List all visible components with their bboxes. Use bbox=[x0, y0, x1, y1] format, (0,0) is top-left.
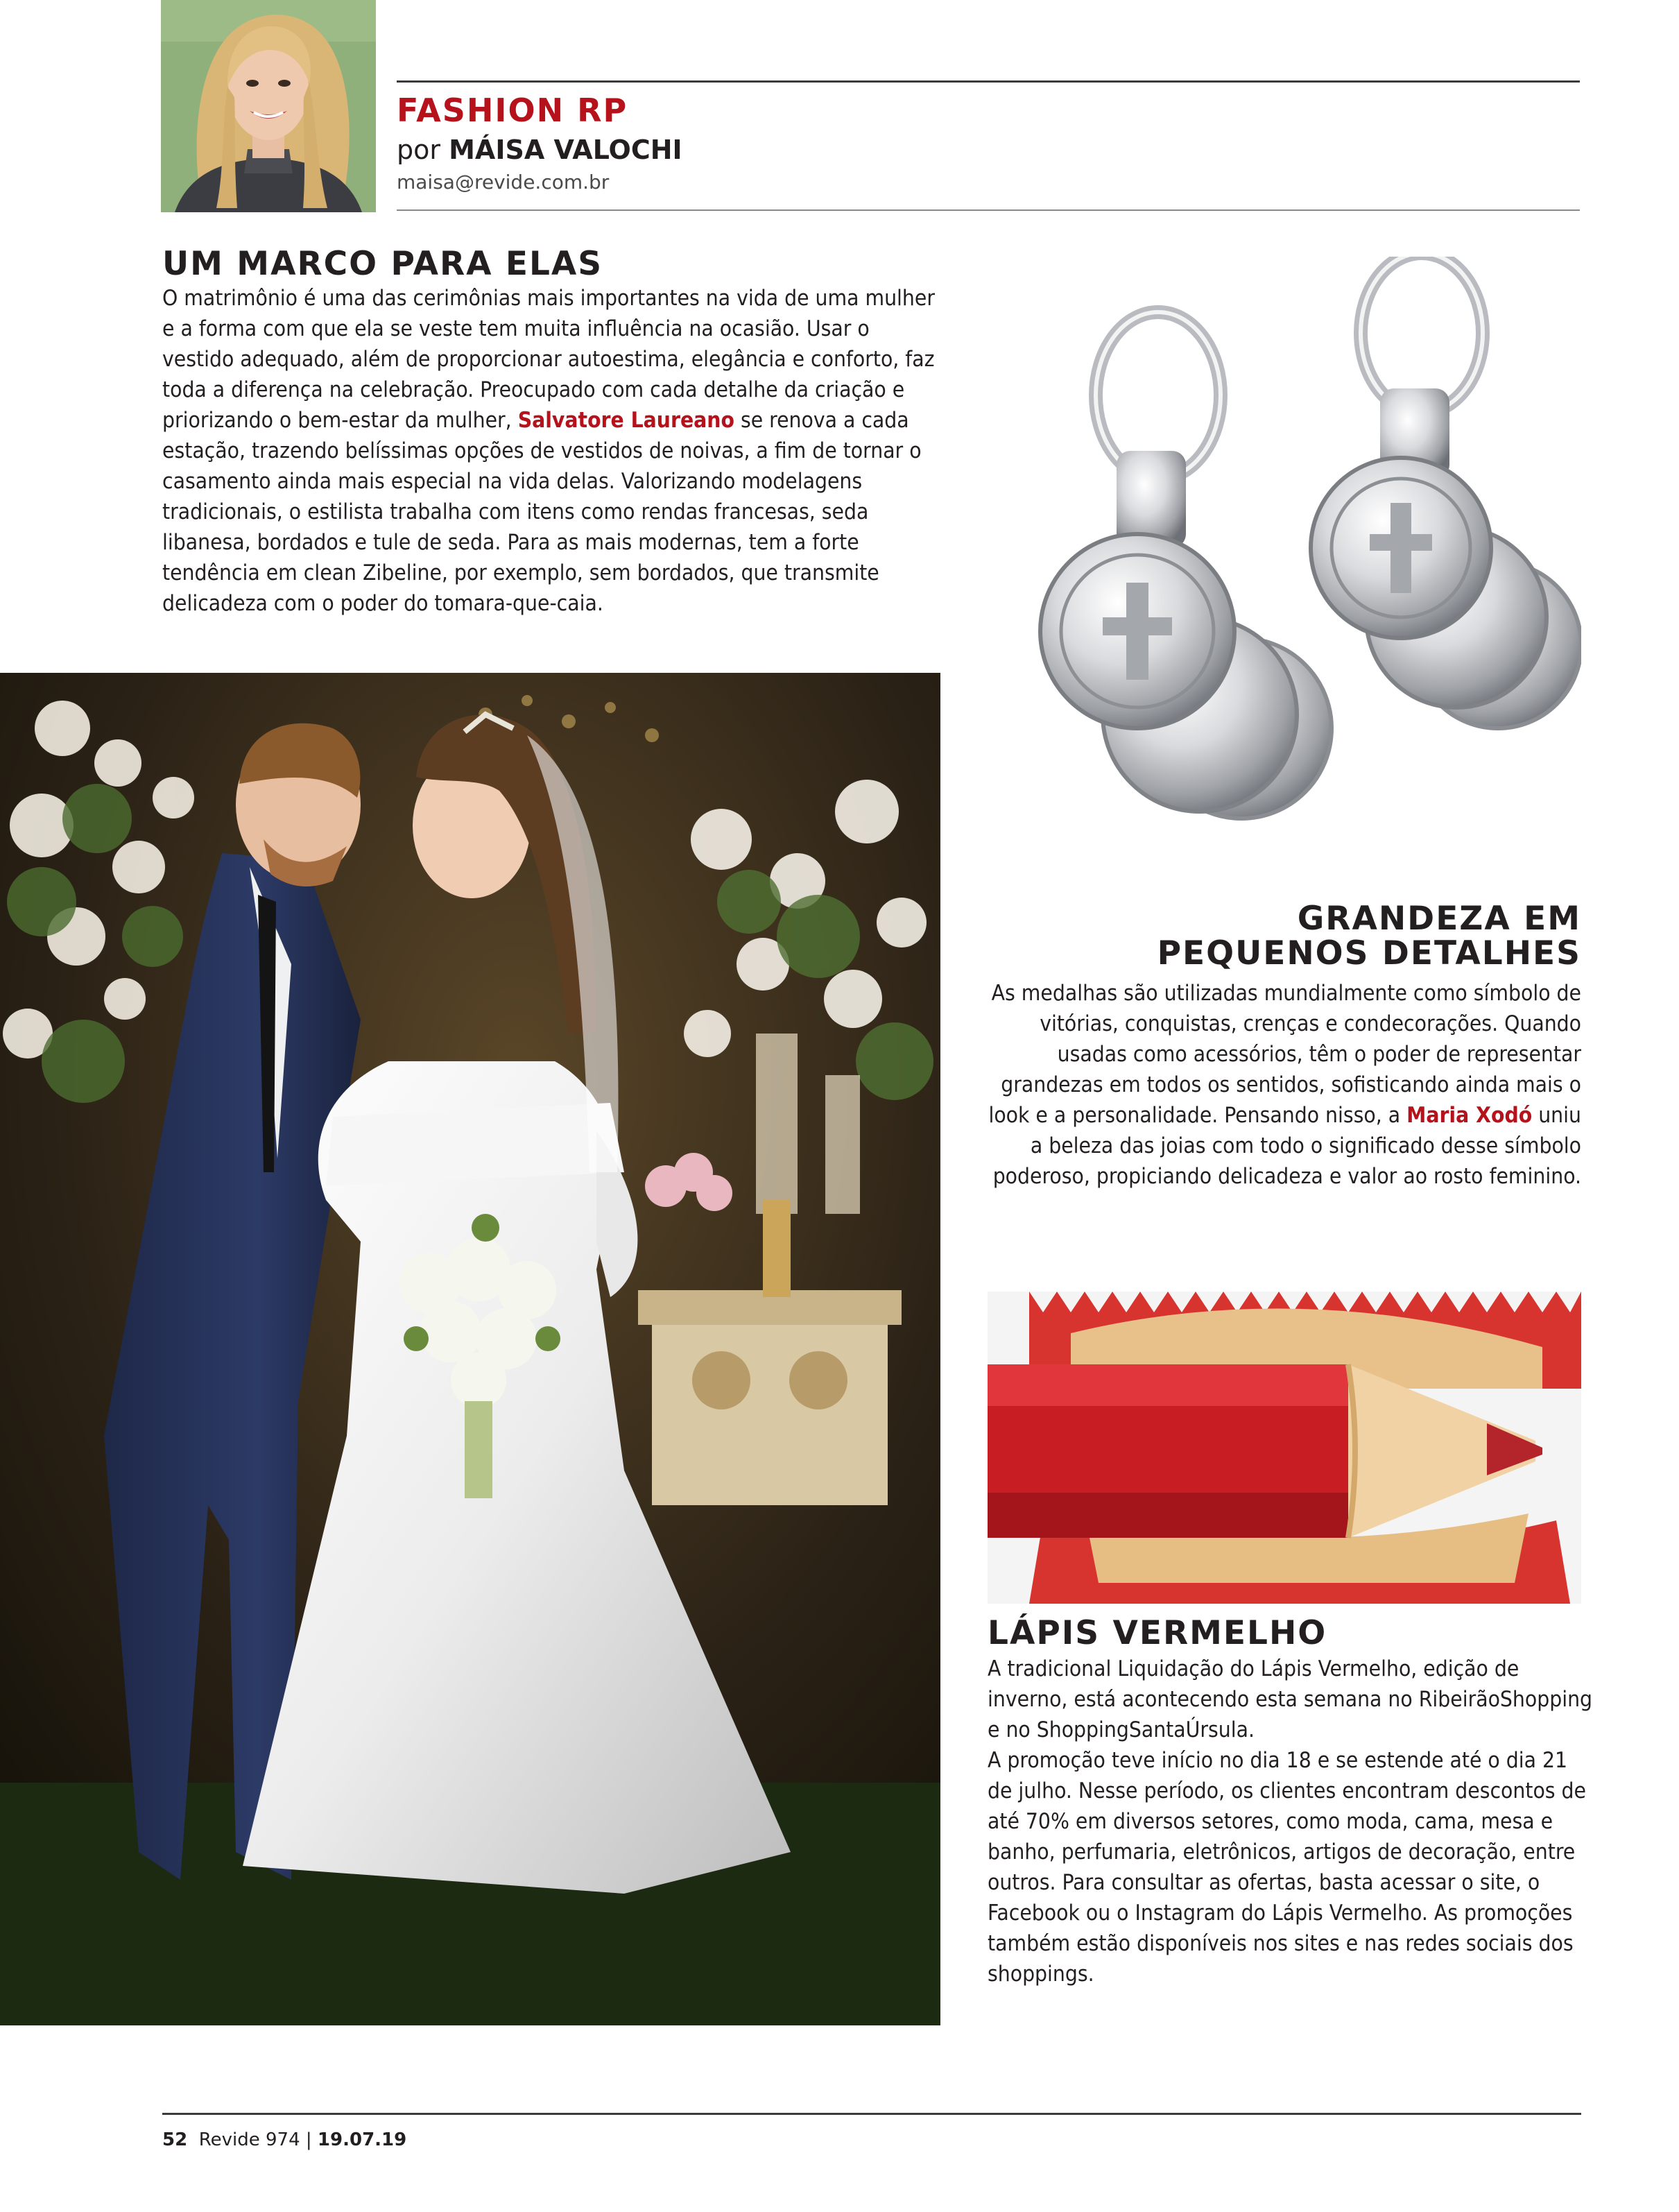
header-bottom-rule bbox=[397, 209, 1580, 211]
footer-rule bbox=[162, 2113, 1581, 2115]
article-heading-red-pencil: LÁPIS VERMELHO bbox=[988, 1614, 1327, 1652]
article-body-medals bbox=[971, 978, 1581, 1192]
article-heading-wedding: UM MARCO PARA ELAS bbox=[162, 245, 603, 283]
heading-line: GRANDEZA EM bbox=[1297, 900, 1581, 938]
paragraph: A promoção teve início no dia 18 e se estende até o dia 21 de julho. Nesse período, os clientes encontram descontos de até 70% em diversos setores, como moda, cama, mesa e banho, perfumaria, eletrônicos, artigos de decoração, entre outros. Para consultar as ofertas, basta acessar o site, o Facebook ou o Instagram do Lápis Vermelho. As promoções também estão disponíveis nos sites e nas redes sociais dos shoppings. bbox=[988, 1748, 1586, 1987]
paragraph: A tradicional Liquidação do Lápis Vermelho, edição de inverno, está acontecendo esta semana no RibeirãoShopping e no ShoppingSantaÚrsula. bbox=[988, 1656, 1593, 1742]
silver-medal-earrings bbox=[1013, 257, 1581, 895]
byline-prefix: por bbox=[397, 135, 440, 165]
article-text-part: se renova a cada estação, trazendo belíssimas opções de vestidos de noivas, a fim de tornar o casamento ainda mais especial na vida delas. Valorizando modelagens tradicionais, o estilista trabalha com itens como rendas francesas, seda libanesa, bordados e tule de seda. Para as mais modernas, tem a forte tendência em clean Zibeline, por exemplo, sem bordados, que transmite delicadeza com o poder do tomara-que-caia. bbox=[162, 408, 922, 616]
brand-name: Maria Xodó bbox=[1406, 1103, 1533, 1128]
footer-separator: | bbox=[305, 2129, 312, 2150]
bride-and-groom-photo bbox=[0, 673, 940, 2025]
page-footer bbox=[162, 2129, 406, 2150]
author-email[interactable]: maisa@revide.com.br bbox=[397, 171, 610, 194]
article-body-red-pencil bbox=[988, 1654, 1598, 1989]
header-top-rule bbox=[397, 80, 1580, 83]
red-pencil-shavings bbox=[988, 1292, 1581, 1604]
issue-date: 19.07.19 bbox=[317, 2129, 407, 2150]
article-text-part: uniu a beleza das joias com todo o significado desse símbolo poderoso, propiciando delicadeza e valor ao rosto feminino. bbox=[992, 1103, 1581, 1189]
author-portrait bbox=[161, 0, 376, 212]
brand-name: Salvatore Laureano bbox=[517, 408, 734, 433]
page-number: 52 bbox=[162, 2129, 188, 2150]
article-body-wedding bbox=[162, 283, 939, 619]
author-name: MÁISA VALOCHI bbox=[449, 135, 682, 165]
article-text-part: O matrimônio é uma das cerimônias mais importantes na vida de uma mulher e a forma com que ela se veste tem muita influência na ocasião. Usar o vestido adequado, além de proporcionar autoestima, elegância e conforto, faz toda a diferença na celebração. Preocupado com cada detalhe da criação e priorizando o bem-estar da mulher, bbox=[162, 286, 935, 433]
magazine-issue: Revide 974 bbox=[198, 2129, 300, 2150]
heading-line: PEQUENOS DETALHES bbox=[1157, 934, 1581, 972]
byline bbox=[397, 135, 682, 165]
article-text-part: As medalhas são utilizadas mundialmente como símbolo de vitórias, conquistas, crenças e condecorações. Quando usadas como acessórios, têm o poder de representar grandezas em todos os sentidos, sofisticando ainda mais o look e a personalidade. Pensando nisso, a bbox=[988, 981, 1581, 1128]
column-title: FASHION RP bbox=[397, 92, 628, 129]
article-heading-medals bbox=[929, 902, 1581, 971]
